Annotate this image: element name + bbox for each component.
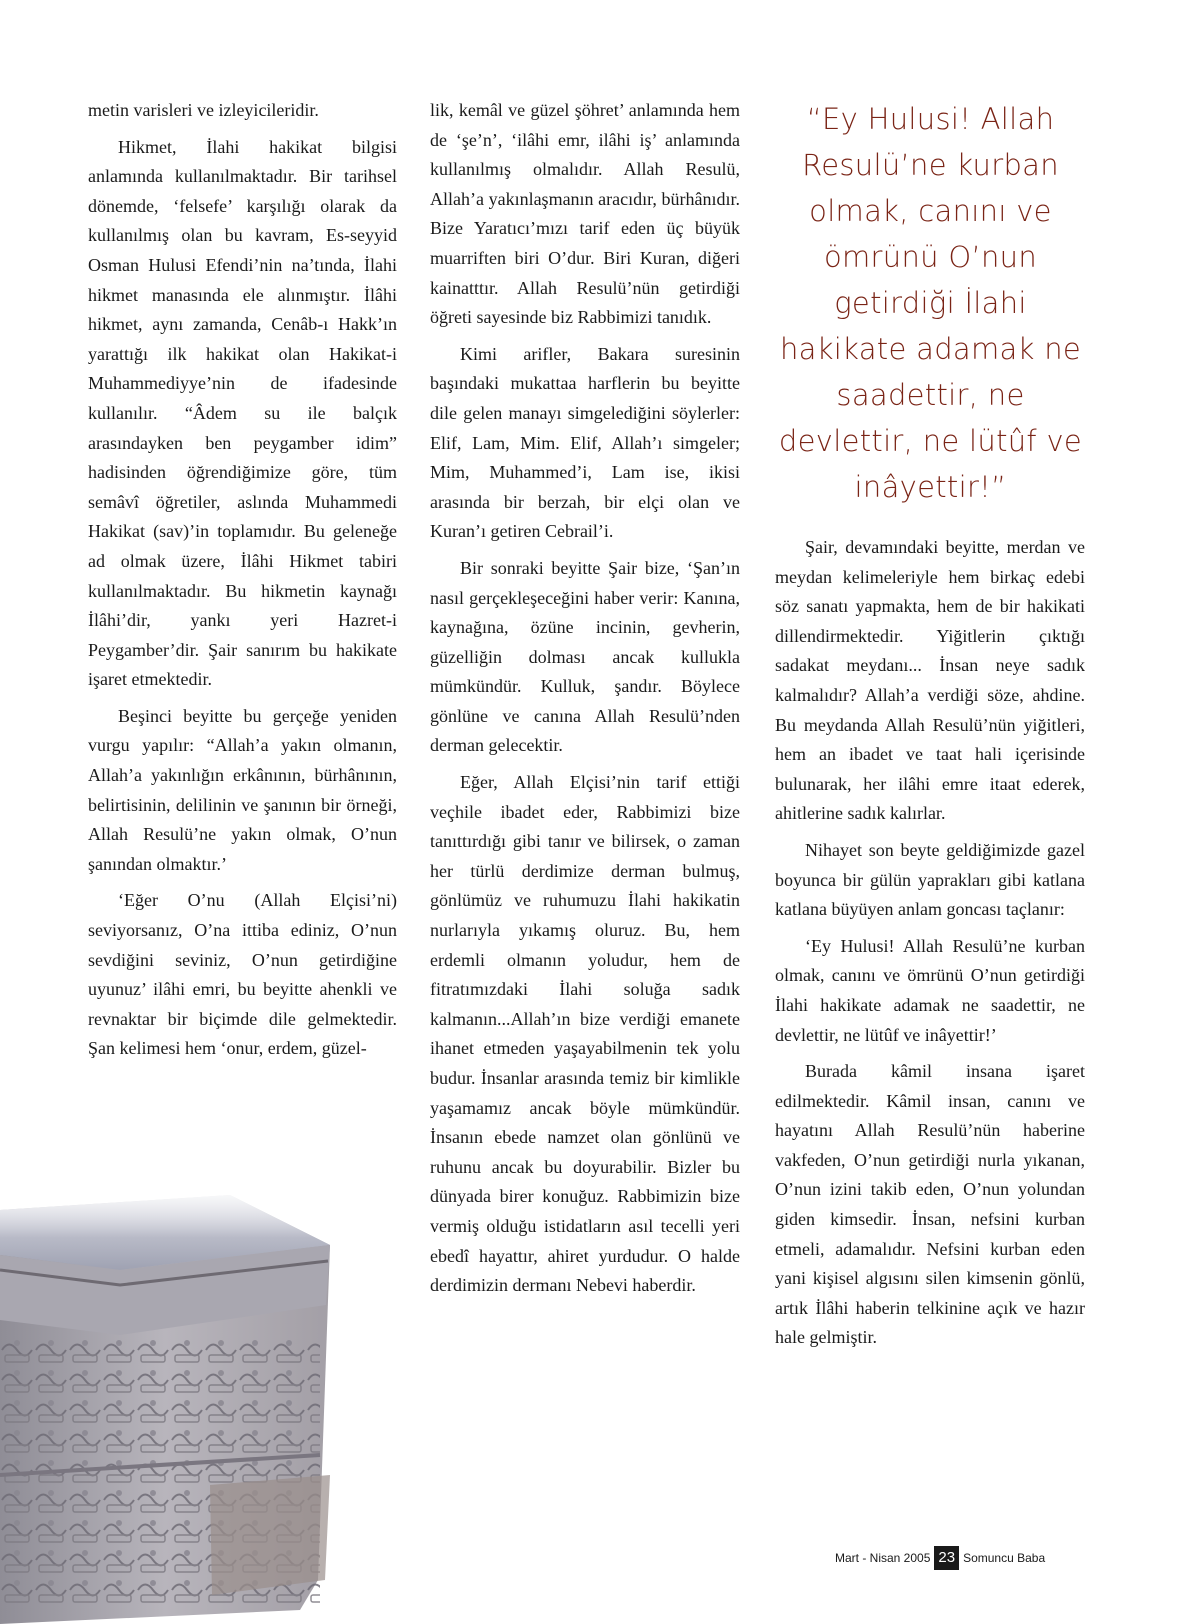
page-number: 23 <box>934 1546 959 1570</box>
issue-date: Mart - Nisan 2005 <box>835 1551 931 1565</box>
paragraph: Nihayet son beyte geldiğimizde gazel boyunca bir gülün yaprakları gibi katlana katlana büyüyen anlam goncası taçlanır: <box>775 839 1085 920</box>
paragraph: Burada kâmil insana işaret edilmektedir. Kâmil insan, canını ve hayatını Allah Resulü’nün haberine vakfeden, O’nun getirdiği nurla yıkanan, O’nun izini takib eden, O’nun yolundan giden kimsedir. İnsan, nefsini kurban etmeli, adamalıdır. Nefsini kurban eden yani kişisel algısını silen kimsenin gönlü, artık İlâhi haberin telkinine açık ve hazır hale gelmiştir. <box>775 1061 1085 1348</box>
pull-quote: “Ey Hulusi! Allah Resulü’ne kurban olmak, canını ve ömrünü O’nun getirdiği İlahi hakikate adamak ne saadettir, ne devlettir, ne lütûf ve inâyettir!” <box>778 102 1083 504</box>
paragraph: Hikmet, İlahi hakikat bilgisi anlamında kullanılmaktadır. Bir tarihsel dönemde, ‘felsefe’ karşılığı olarak da kullanılmış olan bu kavram, Es-seyyid Osman Hulusi Efendi’nin na’tında, İlahi hikmet manasında ele alınmıştır. İlâhi hikmet, aynı zamanda, Cenâb-ı Hakk’ın yarattığı ilk hakikat olan Hakikat-i Muhammediyye’nin de ifadesinde kullanılır. “Âdem su ile balçık arasındayken ben peygamber idim” hadisinden öğrendiğimize göre, tüm semâvî öğretiler, aslında Muhammedi Hakikat (sav)’in toplamıdır. Bu geleneğe ad olmak üzere, İlâhi Hikmet tabiri kullanılmaktadır. Bu hikmetin kaynağı İlâhi’dir, yankı yeri Hazret-i Peygamber’dir. Şair sanırım bu hakikate işaret etmektedir. <box>88 136 397 690</box>
ornate-chest-photo <box>0 1185 425 1624</box>
paragraph: ‘Eğer O’nu (Allah Elçisi’ni) seviyorsanız, O’na ittiba ediniz, O’nun sevdiğini seviniz, O’nun getirdiğine uyunuz’ ilâhi emri, bu beyitte ahenkli ve revnaktar bir biçimde dile gelmektedir. Şan kelimesi hem ‘onur, erdem, güzel- <box>88 890 397 1059</box>
paragraph: metin varisleri ve izleyicileridir. <box>88 100 319 120</box>
paragraph: Bir sonraki beyitte Şair bize, ‘Şan’ın nasıl gerçekleşeceğini haber verir: Kanına, kaynağına, özüne incinin, gevherin, güzelliğin dolması ancak kullukla mümkündür. Kulluk, şandır. Böylece gönlüne ve canına Allah Resulü’nden derman gelecektir. <box>430 557 740 756</box>
article-column-1 <box>88 96 397 1071</box>
article-column-2 <box>430 96 740 1308</box>
paragraph: Eğer, Allah Elçisi’nin tarif ettiği veçhile ibadet eder, Rabbimizi bize tanıttırdığı gibi tanır ve bilirsek, o zaman her türlü derdimize derman bulmuş, gönlümüz ve ruhumuzu İlahi hakikatin nurlarıyla yıkamış oluruz. Bu, hem erdemli olmanın yoludur, hem de fitratımızdaki İlahi soluğa sadık kalmanın...Allah’ın bize verdiği emanete ihanet etmeden yaşayabilmenin tek yolu budur. İnsanlar arasında temiz bir kimlikle yaşamamız ancak böyle mümkündür. İnsanın ebede namzet olan gönlünü ve ruhunu ancak bu doyurabilir. Bizler bu dünyada birer konuğuz. Rabbimizin bize vermiş olduğu istidatların asıl tecelli yeri ebedî hayattır, ahiret yurdudur. O halde derdimizin dermanı Nebevi haberdir. <box>430 772 740 1296</box>
paragraph: Beşinci beyitte bu gerçeğe yeniden vurgu yapılır: “Allah’a yakın olmanın, Allah’a yakınlığın erkânının, bürhânının, belirtisinin, delilinin ve şanının bir örneği, Allah Resulü’ne yakın olmak, O’nun şanından olmaktır.’ <box>88 705 397 874</box>
article-column-3 <box>775 533 1085 1360</box>
page-footer <box>835 1545 1045 1571</box>
paragraph: ‘Ey Hulusi! Allah Resulü’ne kurban olmak, canını ve ömrünü O’nun getirdiği İlahi hakikate adamak ne saadettir, ne devlettir, ne lütûf ve inâyettir!’ <box>775 935 1085 1045</box>
magazine-name: Somuncu Baba <box>963 1551 1046 1565</box>
paragraph: Kimi arifler, Bakara suresinin başındaki mukattaa harflerin bu beyitte dile gelen manayı simgelediğini söylerler: Elif, Lam, Mim. Elif, Allah’ı simgeler; Mim, Muhammed’i, Lam ise, ikisi arasında bir berzah, bir elçi olan ve Kuran’ı getiren Cebrail’i. <box>430 343 740 542</box>
paragraph: Şair, devamındaki beyitte, merdan ve meydan kelimeleriyle hem birkaç edebi söz sanatı yapmakta, hem de bir hakikati dillendirmektedir. Yiğitlerin çıktığı sadakat meydanı... İnsan neye sadık kalmalıdır? Allah’a verdiği söze, ahdine. Bu meydanda Allah Resulü’nün yiğitleri, hem an ibadet ve taat hali içerisinde bulunarak, her ilâhi emre itaat ederek, ahitlerine sadık kalırlar. <box>775 537 1085 824</box>
paragraph: lik, kemâl ve güzel şöhret’ anlamında hem de ‘şe’n’, ‘ilâhi emr, ilâhi iş’ anlamında kullanılmış olmalıdır. Allah Resulü, Allah’a yakınlaşmanın aracıdır, bürhânıdır. Bize Yaratıcı’mızı tarif eden üç büyük muarriften biri O’dur. Biri Kuran, diğeri kainatttır. Allah Resulü’nün getirdiği öğreti sayesinde biz Rabbimizi tanıdık. <box>430 100 740 328</box>
